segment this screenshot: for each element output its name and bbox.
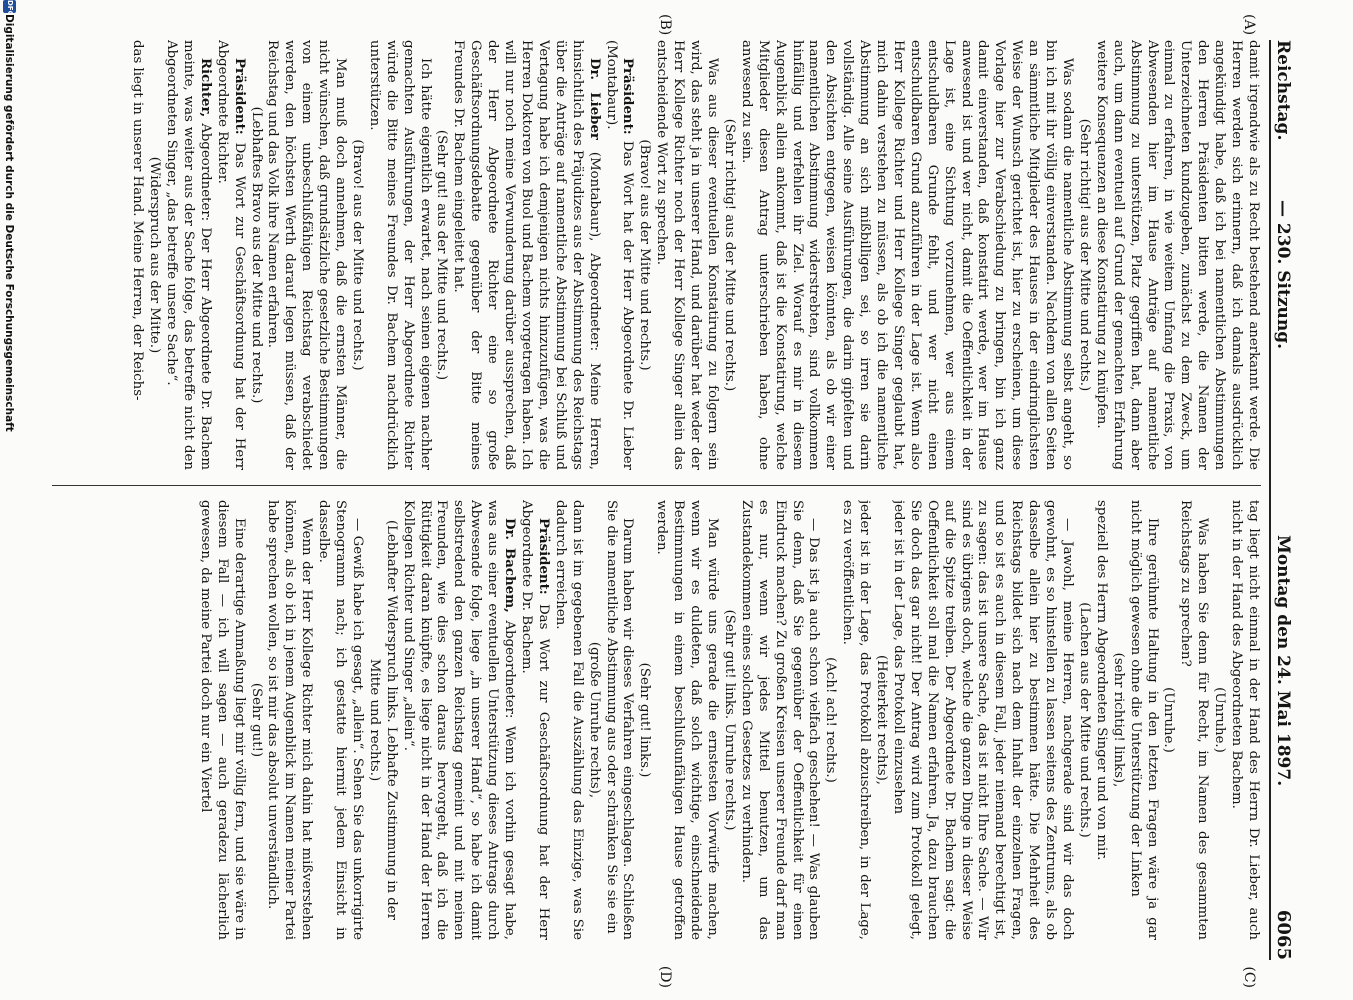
- speaker-name: Präsident:: [231, 58, 247, 135]
- paragraph: jeder ist in der Lage, das Protokoll abzuschreiben, in der Lage, es zu veröffentlichen.: [840, 500, 873, 940]
- paragraph: Ihre gerühmte Haltung in den letzten Fragen wäre ja gar nicht möglich gewesen ohne die Unterstützung der Linken: [1127, 500, 1160, 940]
- interjection: (Sehr richtig! aus der Mitte und rechts.): [1076, 118, 1092, 392]
- speech-lieber: [450, 40, 602, 470]
- interjection: (Sehr gut! links.): [637, 662, 653, 778]
- paragraph: Wenn der Herr Kollege Richter mich dahin hat mißverstehen können, als ob ich in jenem Augenblick im Namen meiner Partei habe sprechen wollen, so ist mir das absolut unverständlich.: [265, 500, 315, 940]
- interjection: (Lachen aus der Mitte und rechts.): [1076, 602, 1092, 838]
- interjection: (Lebhafter Widerspruch links. Lebhafte Zustimmung in der Mitte und rechts.): [366, 519, 399, 921]
- speech-president: [213, 40, 247, 470]
- paragraph: Ich hätte eigentlich erwartet, nach seinen eigenen nachher gemachten Ausführungen, der Herr Abgeordnete Richter würde die Bitte meines Freundes Dr. Bachem nachdrücklich unterstützen.: [366, 40, 433, 470]
- speech-text: (Montabaur), Abgeordneter: Meine Herren, hinsichtlich des Präjudizes aus der Abstimmung des Reichstags über die Anträge auf namentliche Abstimmung bei Schluß und Vertagung habe ich demjenigen nichts hinzuzufügen, was die Herren Doktoren von Buol und Bachem vorgetragen haben. Ich will nur noch meine Verwunderung darüber aussprechen, daß der Herr Abgeordnete Richter eine so große Geschäftsordnungsdebatte gegenüber der Bitte meines Freundes Dr. Bachem eingeleitet hat.: [451, 40, 602, 470]
- header-title: Reichstag.: [1273, 40, 1293, 141]
- interjection: (Widerspruch aus der Mitte.): [147, 156, 163, 354]
- paragraph: Man würde uns gerade die ernstesten Vorwürfe machen, wenn wir es duldeten, daß solch wichtige, einschneidende Bestimmungen in einem beschlußunfähigen Hause getroffen werden.: [654, 500, 720, 940]
- speech-bachem: [399, 500, 517, 940]
- interjection: (Bravo! aus der Mitte und rechts.): [637, 139, 653, 371]
- column-divider: [52, 485, 1261, 486]
- margin-letter-b: (B): [657, 14, 673, 36]
- header-date: Montag den 24. Mai 1897.: [1273, 535, 1293, 787]
- speaker-name: Dr. Lieber: [586, 58, 602, 140]
- interjection: (Sehr gut! links. Unruhe rechts.): [721, 609, 737, 831]
- margin-letter-d: (D): [657, 965, 673, 988]
- paragraph: das liegt in unserer Hand. Meine Herren, der Reichs-: [130, 40, 146, 401]
- paragraph: — Das ist ja auch schon vielfach geschehen! — Was glauben Sie denn, daß Sie gegenüber der Oeffentlichkeit für einen Eindruck machen? Zu großen Kreisen unserer Freunde darf man es nur, wenn wir jedes Mittel benutzen, um das Zustandekommen eines solchen Gesetzes zu verhindern.: [738, 500, 822, 940]
- paragraph: Man muß doch annehmen, daß die ernsten Männer, die nicht wünschen, daß grundsätzliche gesetzliche Bestimmungen von einem unbeschlußfähigen Reichstag verabschiedet werden, den höchsten Werth darauf legen müssen, daß der Reichstag und das Volk ihre Namen erfahren.: [265, 40, 349, 470]
- header-session: — 230. Sitzung.: [1273, 200, 1293, 350]
- speech-richter: [162, 40, 213, 470]
- paragraph: Was haben Sie denn für Recht, im Namen des gesammten Reichstags zu sprechen?: [1178, 500, 1211, 940]
- paragraph: Was sodann die namentliche Abstimmung selbst angeht, so bin ich mit ihr völlig einverstanden. Nachdem von allen Seiten an sämmtliche Mitglieder des Hauses in der eindringlichsten Weise der Wunsch gerichtet ist, hier zu erscheinen, um diese Vorlage hier zur Verabschiedung zu bringen, bin ich ganz damit einverstanden, daß konstatirt werde, wer im Hause anwesend ist und wer nicht, damit die Oeffentlichkeit in der Lage ist, eine Sichtung vorzunehmen, wer aus einem entschuldbaren Grunde fehlt, und wer nicht einen entschuldbaren Grund anzuführen in der Lage ist. Wenn also Herr Kollege Richter und Herr Kollege Singer geglaubt hat, mich dahin verstehen zu müssen, als ob ich die namentliche Abstimmung an sich mißbilligen sei, so irren sie darin vollständig. Alle seine Ausführungen, die darin gipfelten und den Absichten entgegen, weisen könnten, als ob wir einer namentlichen Abstimmung widerstrebten, sind vollkommen hinfällig und verfehlen ihr Ziel. Worauf es mir in diesem Augenblick allein ankommt, daß ist die Konstatirung, welche Mitglieder diesen Antrag unterschrieben haben, ohne anwesend zu sein.: [738, 40, 1076, 470]
- interjection: (Sehr gut! aus der Mitte und rechts.): [434, 129, 450, 381]
- interjection: (Lebhaftes Bravo aus der Mitte und rechts.): [248, 106, 264, 404]
- paragraph: damit irgendwie als zu Recht bestehend anerkannt werde. Die Herren werden sich erinnern, daß ich damals ausdrücklich angekündigt habe, daß ich bei namentlichen Abstimmungen den Herren Präsidenten bitten werde, die Namen der Unterzeichneten kundzugeben, zunächst zu dem Zweck, um einmal zu erfahren, in wie weitem Umfang die Praxis, von Abwesenden hier im Hause Anträge auf namentliche Abstimmung zu unterstützen, Platz gegriffen hat, dann aber auch, um dann eventuell auf Grund der gemachten Erfahrung weitere Konsequenzen an diese Konstatirung zu knüpfen.: [1093, 40, 1261, 470]
- paragraph: — Gewiß habe ich gesagt, „allein“. Sehen Sie das unkorrigirte Stenogramm nach; ich gestatte hiermit jedem Einsicht in dasselbe.: [316, 500, 365, 940]
- paragraph: — Jawohl, meine Herren, nachgerade sind wir das doch gewohnt, es so hinstellen zu lassen seitens des Zentrums, als ob dasselbe allein hier zu bestimmen hätte. Die Mehrheit des Reichstags bildet sich nach dem Inhalt der einzelnen Fragen, und so ist es auch in diesem Fall, jeder niemand berechtigt ist, zu sagen: das ist unsere Sache, das ist nicht Ihre Sache. — Wir sind es übrigens doch, welche die ganzen Dinge in dieser Weise auf die Spitze treiben. Der Abgeordnete Dr. Bachem sagt: die Oeffentlichkeit soll mal die Namen erfahren. Ja, dazu brauchen Sie doch das gar nicht! Der Antrag wird zum Protokoll gelegt, jeder ist in der Lage, das Protokoll einzusehen: [890, 500, 1076, 940]
- left-column: [52, 40, 1261, 470]
- margin-letter-c: (C): [1241, 966, 1257, 988]
- interjection: (Sehr richtig! aus der Mitte und rechts.): [721, 118, 737, 392]
- interjection: (große Unruhe rechts),: [586, 641, 602, 799]
- page-header: [1269, 40, 1295, 960]
- interjection: (Unruhe.): [1161, 687, 1177, 753]
- speech-text: Abgeordneter: Wenn ich vorhin gesagt habe, was aus einer eventuellen Unterstützung dieses Antrags durch Abwesende folge, liege „in unserer Hand“, so habe ich damit selbstredend den ganzen Reichstag gemeint und mit meinen Freunden, wie dies schon daraus hervorgeht, daß ich die Rüttigkeit daran knüpfte, es liege nicht in der Hand der Herren Kollegen Richter und Singer „allein“.: [400, 500, 518, 940]
- interjection: (Heiterkeit rechts),: [874, 654, 890, 786]
- speech-text: Das Wort zur Geschäftsordnung hat der Herr Abgeordnete Richter.: [214, 40, 247, 470]
- interjection: (Unruhe.): [1212, 687, 1228, 753]
- speaker-name: Dr. Bachem,: [502, 518, 518, 613]
- speech-president: [602, 40, 636, 470]
- speaker-name: Richter,: [197, 58, 213, 118]
- paragraph: Eine derartige Anmaßung liegt mir völlig fern, und sie wäre in diesem Fall — ich will sagen — auch geradezu lächerlich gewesen, da meine Partei doch nur ein Viertel: [197, 500, 247, 940]
- interjection: (sehr richtig! links),: [1110, 652, 1126, 788]
- speech-president: [517, 500, 551, 940]
- margin-letter-a: (A): [1241, 14, 1257, 36]
- paragraph: Darum haben wir dieses Verfahren eingeschlagen. Schließen Sie die namentliche Abstimmung aus oder schränken Sie sie ein: [603, 500, 636, 940]
- speech-text: Das Wort zur Geschäftsordnung hat der Herr Abgeordnete Dr. Bachem.: [519, 500, 551, 940]
- interjection: (Sehr gut!): [248, 682, 264, 758]
- paragraph: speziell des Herrn Abgeordneten Singer und von mir.: [1093, 500, 1109, 861]
- paragraph: dann ist im gegebenen Fall die Auszählung das Einzige, was Sie dadurch erreichen.: [552, 500, 585, 940]
- interjection: (Ach! ach! rechts.): [823, 657, 839, 783]
- speaker-name: Präsident:: [535, 518, 551, 595]
- speaker-name: Präsident:: [620, 58, 636, 135]
- speech-text: Das Wort hat der Herr Abgeordnete Dr. Lieber (Montabaur).: [603, 40, 636, 470]
- dfg-logo-icon: DFG: [3, 0, 16, 13]
- paragraph: tag liegt nicht einmal in der Hand des Herrn Dr. Lieber, auch nicht in der Hand des Abgeordneten Bachem.: [1229, 500, 1261, 940]
- interjection: (Bravo! aus der Mitte und rechts.): [349, 139, 365, 371]
- credit-text: Digitalisierung gefördert durch die Deutsche Forschungsgemeinschaft: [3, 14, 15, 432]
- page-number: 6065: [1273, 909, 1294, 960]
- digitization-credit: [0, 0, 18, 1000]
- speech-text: Abgeordneter: Der Herr Abgeordnete Dr. Bachem meinte, was weiter aus der Sache folge, das betreffe nicht den Abgeordneten Singer, „das betreffe unsere Sache“.: [164, 40, 213, 470]
- paragraph: Was aus dieser eventuellen Konstatirung zu folgern sein wird, das steht ja in unserer Hand, und darüber hat weder der Herr Kollege Richter noch der Herr Kollege Singer allein das entscheidende Wort zu sprechen.: [654, 40, 720, 470]
- right-column: [52, 500, 1261, 940]
